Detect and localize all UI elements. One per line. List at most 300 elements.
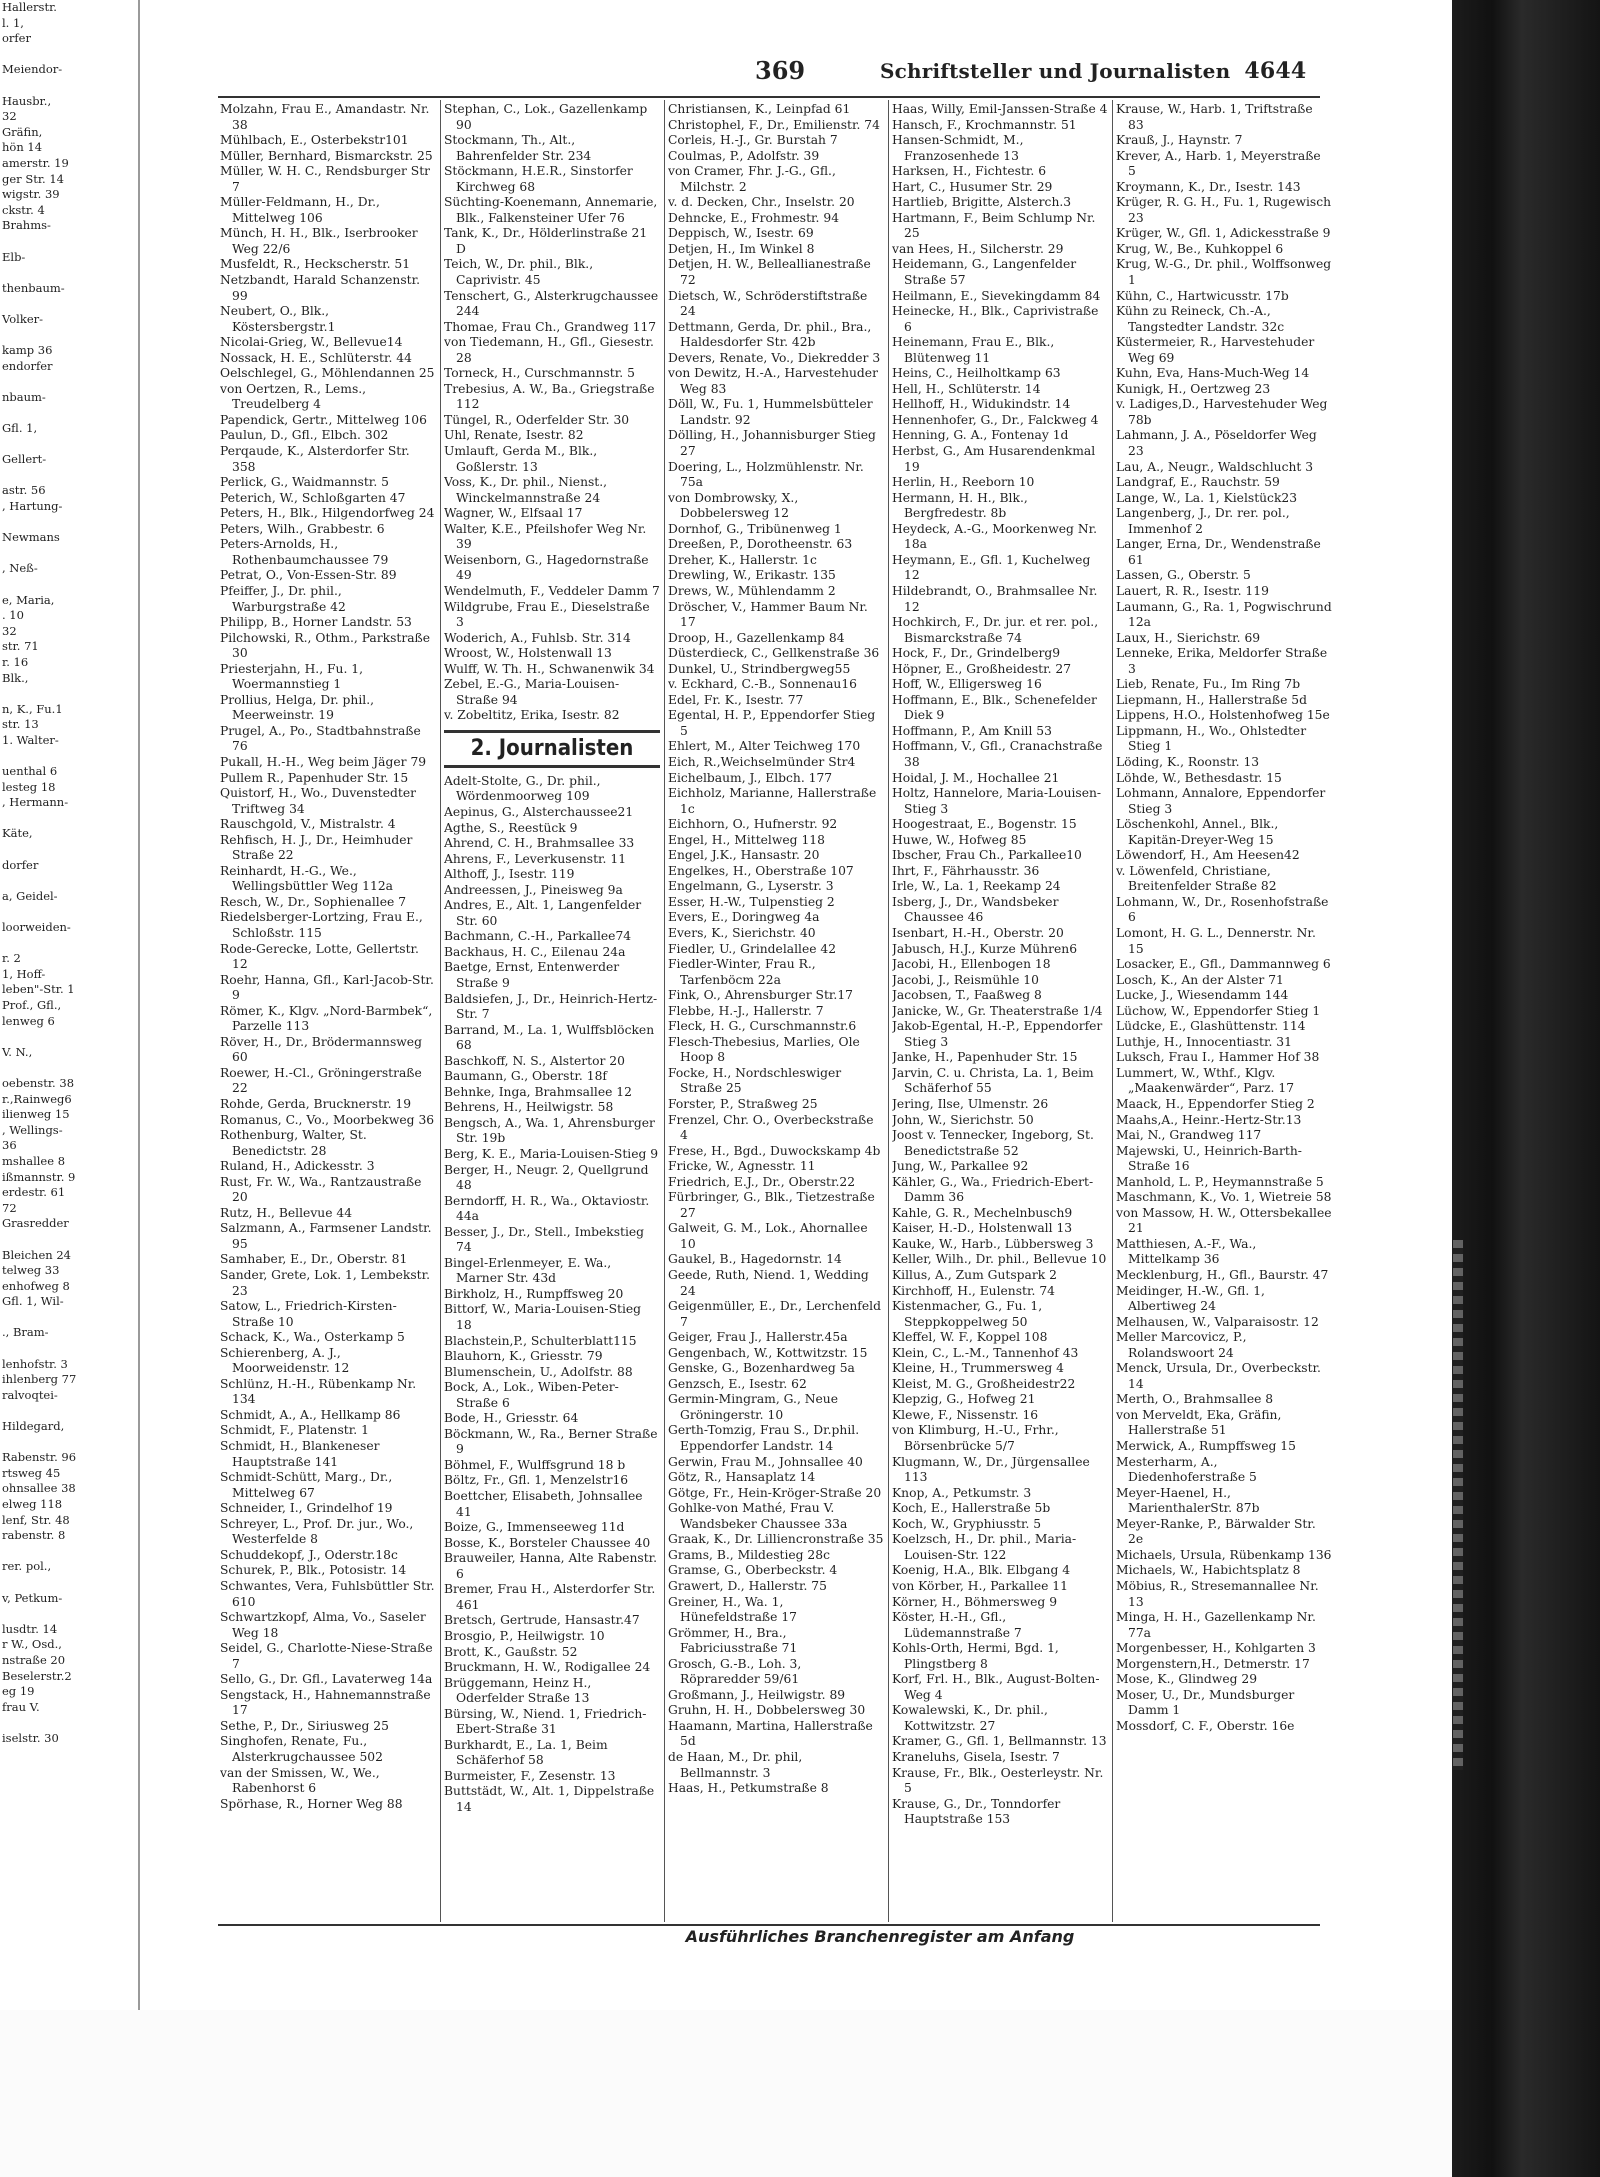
directory-entry: Ruland, H., Adickesstr. 3 xyxy=(220,1159,375,1174)
directory-entry: Bachmann, C.-H., Parkallee74 xyxy=(444,929,632,944)
directory-entry: Klugmann, W., Dr., Jürgensallee 113 xyxy=(892,1454,1090,1485)
directory-entry: Lange, W., La. 1, Kielstück23 xyxy=(1116,490,1298,505)
directory-entry: Geede, Ruth, Niend. 1, Wedding 24 xyxy=(668,1268,869,1298)
directory-entry: Heymann, E., Gfl. 1, Kuchelweg 12 xyxy=(892,552,1091,583)
fragment-line: Gfl. 1, xyxy=(2,421,38,436)
directory-entry: Behnke, Inga, Brahmsallee 12 xyxy=(444,1084,632,1099)
directory-entry: Dunkel, U., Strindbergweg55 xyxy=(668,661,851,676)
directory-entry: Stephan, C., Lok., Gazellenkamp 90 xyxy=(444,102,648,132)
directory-entry: Peters-Arnolds, H., Rothenbaumchaussee 79 xyxy=(220,537,389,567)
fragment-line: Hausbr., xyxy=(2,93,52,108)
directory-entry: Devers, Renate, Vo., Diekredder 3 xyxy=(668,350,881,365)
fragment-line: iselstr. 30 xyxy=(2,1730,59,1745)
directory-entry: Backhaus, H. C., Eilenau 24a xyxy=(444,944,626,959)
directory-entry: Joost v. Tennecker, Ingeborg, St. Benedictstraße 52 xyxy=(892,1128,1094,1158)
directory-entry: Genske, G., Bozenhardweg 5a xyxy=(668,1361,855,1376)
column-divider xyxy=(664,100,665,1922)
directory-entry: Jacobi, H., Ellenbogen 18 xyxy=(892,957,1051,972)
directory-entry: Esser, H.-W., Tulpenstieg 2 xyxy=(668,894,835,909)
directory-entry: Lenneke, Erika, Meldorfer Straße 3 xyxy=(1116,646,1328,676)
directory-entry: Jacobi, J., Reismühle 10 xyxy=(892,972,1039,987)
directory-entry: von Dewitz, H.-A., Harvestehuder Weg 83 xyxy=(668,366,878,396)
directory-entry: Friedrich, E.J., Dr., Oberstr.22 xyxy=(668,1174,856,1189)
directory-entry: Müller, W. H. C., Rendsburger Str 7 xyxy=(220,164,431,194)
directory-entry: Brott, K., Gaußstr. 52 xyxy=(444,1644,578,1659)
directory-entry: Corleis, H.-J., Gr. Burstah 7 xyxy=(668,133,838,148)
directory-entry: von Massow, H. W., Ottersbekallee 21 xyxy=(1116,1205,1332,1236)
footer-note: Ausführliches Branchenregister am Anfang xyxy=(685,1927,1075,1946)
directory-entry: Bremer, Frau H., Alsterdorfer Str. 461 xyxy=(444,1582,656,1612)
fragment-line: lenweg 6 xyxy=(2,1013,55,1028)
fragment-line xyxy=(0,1060,138,1076)
directory-entry: Frese, H., Bgd., Duwockskamp 4b xyxy=(668,1143,881,1158)
fragment-line: endorfer xyxy=(2,358,53,373)
bottom-margin xyxy=(0,2010,1452,2177)
fragment-line xyxy=(0,811,138,827)
directory-entry: Rauschgold, V., Mistralstr. 4 xyxy=(220,817,396,832)
directory-entry: John, W., Sierichstr. 50 xyxy=(892,1112,1034,1127)
directory-entry: Götz, R., Hansaplatz 14 xyxy=(668,1470,816,1485)
directory-entry: Egental, H. P., Eppendorfer Stieg 5 xyxy=(668,708,876,738)
section-heading: 2. Journalisten xyxy=(444,730,660,768)
directory-entry: Matthiesen, A.-F., Wa., Mittelkamp 36 xyxy=(1116,1236,1257,1267)
directory-entry: Paulun, D., Gfl., Elbch. 302 xyxy=(220,428,389,443)
directory-entry: Engelkes, H., Oberstraße 107 xyxy=(668,863,854,878)
fragment-line: kamp 36 xyxy=(2,343,53,358)
column-divider xyxy=(888,100,889,1922)
fragment-line xyxy=(0,546,138,562)
fragment-line: str. 71 xyxy=(2,639,39,654)
fragment-line: ., Bram- xyxy=(2,1325,49,1340)
directory-entry: Haas, H., Petkumstraße 8 xyxy=(668,1781,829,1796)
directory-entry: Meller Marcovicz, P., Rolandswoort 24 xyxy=(1116,1330,1247,1360)
fragment-line xyxy=(0,1606,138,1622)
directory-entry: Krause, Fr., Blk., Oesterleystr. Nr. 5 xyxy=(892,1765,1104,1796)
fragment-line: Blk., xyxy=(2,670,29,685)
directory-entry: Zebel, E.-G., Maria-Louisen-Straße 94 xyxy=(444,677,620,707)
directory-entry: Quistorf, H., Wo., Duvenstedter Triftweg 34 xyxy=(220,786,416,816)
fragment-line: ger Str. 14 xyxy=(2,171,64,186)
directory-entry: Gaukel, B., Hagedornstr. 14 xyxy=(668,1252,842,1267)
directory-entry: Kirchhoff, H., Eulenstr. 74 xyxy=(892,1283,1055,1298)
dark-page-edge xyxy=(1452,0,1600,2177)
directory-entry: Reinhardt, H.-G., We., Wellingsbüttler Weg 112a xyxy=(220,863,393,894)
directory-entry: Böckmann, W., Ra., Berner Straße 9 xyxy=(444,1426,658,1457)
directory-entry: Papendick, Gertr., Mittelweg 106 xyxy=(220,412,427,427)
fragment-line: r. 2 xyxy=(2,951,21,966)
directory-entry: Hildebrandt, O., Brahmsallee Nr. 12 xyxy=(892,583,1098,614)
directory-entry: Hart, C., Husumer Str. 29 xyxy=(892,179,1053,194)
directory-entry: Kuhn, Eva, Hans-Much-Weg 14 xyxy=(1116,366,1310,381)
directory-entry: Bruckmann, H. W., Rodigallee 24 xyxy=(444,1660,651,1675)
directory-entry: Musfeldt, R., Heckscherstr. 51 xyxy=(220,257,411,272)
directory-entry: Nossack, H. E., Schlüterstr. 44 xyxy=(220,350,412,365)
directory-entry: Kleine, H., Trummersweg 4 xyxy=(892,1361,1064,1376)
directory-entry: Dreeßen, P., Dorotheenstr. 63 xyxy=(668,537,853,552)
directory-entry: Krever, A., Harb. 1, Meyerstraße 5 xyxy=(1116,148,1321,179)
directory-entry: Haamann, Martina, Hallerstraße 5d xyxy=(668,1718,873,1749)
fragment-line xyxy=(0,1029,138,1045)
directory-entry: Losacker, E., Gfl., Dammannweg 6 xyxy=(1116,957,1331,972)
directory-entry: Christophel, F., Dr., Emilienstr. 74 xyxy=(668,117,880,132)
directory-entry: Philipp, B., Horner Landstr. 53 xyxy=(220,615,412,630)
directory-entry: Hansen-Schmidt, M., Franzosenhede 13 xyxy=(892,133,1024,163)
directory-column-4 xyxy=(892,102,1108,1922)
directory-entry: Blumenschein, U., Adolfstr. 88 xyxy=(444,1364,633,1379)
directory-entry: Priesterjahn, H., Fu. 1, Woermannstieg 1 xyxy=(220,661,364,692)
directory-entry: Langer, Erna, Dr., Wendenstraße 61 xyxy=(1116,537,1321,567)
directory-entry: Uhl, Renate, Isestr. 82 xyxy=(444,428,584,443)
directory-entry: Schwantes, Vera, Fuhlsbüttler Str. 610 xyxy=(220,1578,435,1609)
directory-entry: Maschmann, K., Vo. 1, Wietreie 58 xyxy=(1116,1190,1332,1205)
fragment-line: Prof., Gfl., xyxy=(2,998,62,1012)
fragment-line: rabenstr. 8 xyxy=(2,1528,66,1543)
directory-entry: Schmidt, H., Blankeneser Hauptstraße 141 xyxy=(220,1439,380,1469)
directory-entry: Herbst, G., Am Husarendenkmal 19 xyxy=(892,444,1096,474)
directory-entry: Römer, K., Klgv. „Nord-Barmbek“, Parzelle 113 xyxy=(220,1003,433,1034)
directory-entry: Röver, H., Dr., Brödermannsweg 60 xyxy=(220,1034,422,1065)
directory-entry: Deppisch, W., Isestr. 69 xyxy=(668,226,814,241)
directory-entry: Satow, L., Friedrich-Kirsten-Straße 10 xyxy=(220,1299,397,1329)
directory-entry: Merth, O., Brahmsallee 8 xyxy=(1116,1392,1274,1407)
directory-entry: Kraneluhs, Gisela, Isestr. 7 xyxy=(892,1749,1060,1764)
fragment-line: Hallerstr. xyxy=(2,0,57,14)
directory-entry: Evers, K., Sierichstr. 40 xyxy=(668,925,816,940)
fragment-line: elweg 118 xyxy=(2,1497,63,1511)
directory-entry: Mai, N., Grandweg 117 xyxy=(1116,1128,1262,1143)
directory-entry: Schmidt-Schütt, Marg., Dr., Mittelweg 67 xyxy=(220,1470,393,1500)
fragment-line: 32 xyxy=(2,109,17,124)
directory-entry: Schack, K., Wa., Osterkamp 5 xyxy=(220,1330,405,1345)
fragment-line: Meiendor- xyxy=(2,62,63,77)
directory-entry: Meidinger, H.-W., Gfl. 1, Albertiweg 24 xyxy=(1116,1283,1265,1314)
fragment-line: ralvoqtei- xyxy=(2,1387,58,1402)
directory-entry: Evers, E., Doringweg 4a xyxy=(668,910,820,925)
fragment-line: erdestr. 61 xyxy=(2,1185,66,1200)
directory-entry: Fleck, H. G., Curschmannstr.6 xyxy=(668,1019,857,1034)
directory-entry: Fürbringer, G., Blk., Tietzestraße 27 xyxy=(668,1190,875,1220)
directory-entry: von Merveldt, Eka, Gräfin, Hallerstraße 51 xyxy=(1116,1407,1282,1438)
directory-entry: Molzahn, Frau E., Amandastr. Nr. 38 xyxy=(220,102,430,132)
fragment-line xyxy=(0,936,138,952)
directory-entry: Düsterdieck, C., Gellkenstraße 36 xyxy=(668,646,880,661)
fragment-line: r W., Osd., xyxy=(2,1637,62,1652)
directory-entry: Salzmann, A., Farmsener Landstr. 95 xyxy=(220,1221,432,1251)
directory-entry: Böhmel, F., Wulffsgrund 18 b xyxy=(444,1457,626,1472)
directory-entry: Lüchow, W., Eppendorfer Stieg 1 xyxy=(1116,1003,1321,1018)
directory-entry: Rohde, Gerda, Brucknerstr. 19 xyxy=(220,1097,412,1111)
directory-entry: Mecklenburg, H., Gfl., Baurstr. 47 xyxy=(1116,1268,1329,1283)
directory-entry: Korf, Frl. H., Blk., August-Bolten-Weg 4 xyxy=(892,1672,1100,1702)
directory-entry: Klein, C., L.-M., Tannenhof 43 xyxy=(892,1345,1079,1360)
fragment-line: , Wellings- xyxy=(2,1122,63,1137)
directory-entry: Galweit, G. M., Lok., Ahornallee 10 xyxy=(668,1221,868,1251)
directory-entry: Weisenborn, G., Hagedornstraße 49 xyxy=(444,552,649,583)
fragment-line xyxy=(0,515,138,531)
fragment-line: eg 19 xyxy=(2,1684,35,1699)
directory-entry: Eichelbaum, J., Elbch. 177 xyxy=(668,770,833,785)
directory-entry: Kahle, G. R., Mechelnbusch9 xyxy=(892,1205,1073,1220)
fragment-line xyxy=(0,904,138,920)
fragment-line: , Hermann- xyxy=(2,795,69,810)
directory-entry: Netzbandt, Harald Schanzenstr. 99 xyxy=(220,273,421,303)
fragment-line: ihlenberg 77 xyxy=(2,1372,77,1387)
fragment-line xyxy=(0,1232,138,1248)
directory-entry: van Hees, H., Silcherstr. 29 xyxy=(892,241,1064,256)
directory-entry: Tüngel, R., Oderfelder Str. 30 xyxy=(444,412,630,427)
directory-entry: Löwendorf, H., Am Heesen42 xyxy=(1116,848,1300,863)
running-head xyxy=(880,58,1306,84)
fragment-line xyxy=(0,405,138,421)
directory-entry: Grams, B., Mildestieg 28c xyxy=(668,1547,830,1562)
directory-column-5 xyxy=(1116,102,1332,1922)
header-rule xyxy=(218,96,1320,98)
directory-entry: Kroymann, K., Dr., Isestr. 143 xyxy=(1116,179,1301,194)
directory-entry: Süchting-Koenemann, Annemarie, Blk., Falkensteiner Ufer 76 xyxy=(444,195,658,225)
fragment-line xyxy=(0,842,138,858)
fragment-line: orfer xyxy=(2,31,31,46)
fragment-line: lenf, Str. 48 xyxy=(2,1512,70,1527)
directory-entry: Bosse, K., Borsteler Chaussee 40 xyxy=(444,1535,651,1550)
directory-entry: Kleffel, W. F., Koppel 108 xyxy=(892,1330,1048,1345)
directory-entry: Kühn, C., Hartwicusstr. 17b xyxy=(1116,288,1289,303)
directory-entry: Minga, H. H., Gazellenkamp Nr. 77a xyxy=(1116,1610,1316,1640)
directory-entry: Dreher, K., Hallerstr. 1c xyxy=(668,552,817,567)
fragment-line xyxy=(0,873,138,889)
directory-entry: Körner, H., Böhmersweg 9 xyxy=(892,1594,1058,1609)
directory-entry: Schlünz, H.-H., Rübenkamp Nr. 134 xyxy=(220,1376,417,1407)
directory-entry: Berndorff, H. R., Wa., Oktaviostr. 44a xyxy=(444,1193,650,1224)
directory-entry: Perlick, G., Waidmannstr. 5 xyxy=(220,475,389,490)
directory-entry: Behrens, H., Heilwigstr. 58 xyxy=(444,1100,614,1115)
directory-entry: Lummert, W., Wthf., Klgv. „Maakenwärder“, Parz. 17 xyxy=(1116,1065,1295,1096)
directory-entry: Resch, W., Dr., Sophienallee 7 xyxy=(220,894,407,909)
directory-entry: Grosch, G.-B., Loh. 3, Röpraredder 59/61 xyxy=(668,1656,802,1687)
directory-entry: Liepmann, H., Hallerstraße 5d xyxy=(1116,692,1307,707)
directory-entry: Laumann, G., Ra. 1, Pogwischrund 12a xyxy=(1116,599,1332,630)
fragment-line: r.,Rainweg6 xyxy=(2,1091,72,1106)
directory-entry: Mossdorf, C. F., Oberstr. 16e xyxy=(1116,1718,1295,1733)
directory-entry: Boize, G., Immenseeweg 11d xyxy=(444,1520,625,1535)
directory-entry: Kohls-Orth, Hermi, Bgd. 1, Plingstberg 8 xyxy=(892,1641,1059,1671)
fragment-line: . 10 xyxy=(2,608,24,623)
fragment-line: rtsweg 45 xyxy=(2,1465,61,1480)
directory-entry: Drewling, W., Erikastr. 135 xyxy=(668,568,836,583)
fragment-line: e, Maria, xyxy=(2,592,55,607)
directory-entry: Sander, Grete, Lok. 1, Lembekstr. 23 xyxy=(220,1268,431,1298)
directory-entry: Müller-Feldmann, H., Dr., Mittelweg 106 xyxy=(220,195,380,225)
directory-entry: Schurek, P., Blk., Potosistr. 14 xyxy=(220,1563,407,1578)
directory-entry: Köster, H.-H., Gfl., Lüdemannstraße 7 xyxy=(892,1610,1022,1640)
directory-entry: Bretsch, Gertrude, Hansastr.47 xyxy=(444,1613,640,1628)
running-head-title: Schriftsteller und Journalisten xyxy=(880,59,1231,83)
directory-entry: Andres, E., Alt. 1, Langenfelder Str. 60 xyxy=(444,898,642,928)
directory-entry: Engel, J.K., Hansastr. 20 xyxy=(668,848,820,863)
directory-entry: Isenbart, H.-H., Oberstr. 20 xyxy=(892,925,1064,940)
fragment-line: astr. 56 xyxy=(2,483,46,498)
directory-entry: Berg, K. E., Maria-Louisen-Stieg 9 xyxy=(444,1147,659,1161)
fragment-line: 72 xyxy=(2,1200,17,1215)
directory-entry: Burmeister, F., Zesenstr. 13 xyxy=(444,1768,616,1783)
directory-entry: Baschkoff, N. S., Alstertor 20 xyxy=(444,1053,625,1068)
fragment-line: uenthal 6 xyxy=(2,764,58,779)
directory-entry: Neubert, O., Blk., Köstersbergstr.1 xyxy=(220,304,336,334)
directory-entry: Hell, H., Schlüterstr. 14 xyxy=(892,381,1041,396)
directory-column-2 xyxy=(444,102,660,1922)
directory-entry: Löschenkohl, Annel., Blk., Kapitän-Dreyer-Weg 15 xyxy=(1116,817,1279,847)
directory-entry: Blachstein,P., Schulterblatt115 xyxy=(444,1333,637,1348)
directory-entry: Kunigk, H., Oertzweg 23 xyxy=(1116,381,1271,396)
fragment-line xyxy=(0,686,138,702)
directory-entry: Krug, W., Be., Kuhkoppel 6 xyxy=(1116,241,1284,256)
fragment-line: enhofweg 8 xyxy=(2,1278,70,1293)
directory-entry: Bode, H., Griesstr. 64 xyxy=(444,1411,579,1426)
fragment-line: leben"-Str. 1 xyxy=(2,982,75,997)
directory-entry: Mesterharm, A., Diedenhoferstraße 5 xyxy=(1116,1454,1257,1485)
directory-entry: Baetge, Ernst, Entenwerder Straße 9 xyxy=(444,960,620,990)
directory-entry: Jabusch, H.J., Kurze Mühren6 xyxy=(892,941,1078,956)
directory-entry: Holtz, Hannelore, Maria-Louisen-Stieg 3 xyxy=(892,786,1102,816)
fragment-line: 1, Hoff- xyxy=(2,966,46,981)
directory-entry: Krauß, J., Haynstr. 7 xyxy=(1116,133,1243,148)
directory-entry: Luksch, Frau I., Hammer Hof 38 xyxy=(1116,1050,1320,1065)
directory-entry: Jung, W., Parkallee 92 xyxy=(892,1159,1029,1174)
directory-entry: Wendelmuth, F., Veddeler Damm 7 xyxy=(444,583,660,598)
directory-entry: Lahmann, J. A., Pöseldorfer Weg 23 xyxy=(1116,428,1317,459)
directory-entry: Hellhoff, H., Widukindstr. 14 xyxy=(892,397,1071,412)
directory-entry: Germin-Mingram, G., Neue Gröningerstr. 10 xyxy=(668,1392,838,1422)
directory-entry: Heins, C., Heilholtkamp 63 xyxy=(892,366,1061,381)
directory-entry: Focke, H., Nordschleswiger Straße 25 xyxy=(668,1065,842,1096)
directory-entry: Burkhardt, E., La. 1, Beim Schäferhof 58 xyxy=(444,1737,608,1768)
directory-entry: Hoogestraat, E., Bogenstr. 15 xyxy=(892,817,1077,832)
directory-entry: Schuddekopf, J., Oderstr.18c xyxy=(220,1547,398,1562)
column-divider xyxy=(1112,100,1113,1922)
directory-entry: Gengenbach, W., Kottwitzstr. 15 xyxy=(668,1345,868,1360)
directory-entry: Herlin, H., Reeborn 10 xyxy=(892,475,1035,490)
directory-entry: Schneider, I., Grindelhof 19 xyxy=(220,1501,393,1516)
fragment-line xyxy=(0,468,138,484)
directory-entry: Janke, H., Papenhuder Str. 15 xyxy=(892,1050,1078,1065)
fragment-line xyxy=(0,577,138,593)
directory-entry: Koenig, H.A., Blk. Elbgang 4 xyxy=(892,1563,1071,1578)
directory-entry: Ibscher, Frau Ch., Parkallee10 xyxy=(892,848,1082,863)
fragment-line xyxy=(0,296,138,312)
directory-entry: Jering, Ilse, Ulmenstr. 26 xyxy=(892,1097,1049,1111)
directory-entry: Döll, W., Fu. 1, Hummelsbütteler Landstr. 92 xyxy=(668,397,873,427)
directory-entry: v. Löwenfeld, Christiane, Breitenfelder Straße 82 xyxy=(1116,863,1277,894)
directory-entry: Geigenmüller, E., Dr., Lerchenfeld 7 xyxy=(668,1299,881,1329)
directory-entry: Lieb, Renate, Fu., Im Ring 7b xyxy=(1116,677,1301,692)
fragment-line: Newmans xyxy=(2,530,60,545)
directory-entry: Romanus, C., Vo., Moorbekweg 36 xyxy=(220,1112,435,1127)
fragment-line xyxy=(0,1715,138,1731)
fragment-line xyxy=(0,265,138,281)
directory-entry: Rehfisch, H. J., Dr., Heimhuder Straße 22 xyxy=(220,832,413,863)
directory-entry: Wildgrube, Frau E., Dieselstraße 3 xyxy=(444,599,650,630)
fragment-line: Gellert- xyxy=(2,452,47,467)
column-divider xyxy=(440,100,441,1922)
fragment-line xyxy=(0,1310,138,1326)
fragment-line: lusdtr. 14 xyxy=(2,1621,58,1636)
directory-entry: Aepinus, G., Alsterchaussee21 xyxy=(444,804,634,819)
directory-entry: Mühlbach, E., Osterbekstr101 xyxy=(220,133,409,148)
directory-entry: Pfeiffer, J., Dr. phil., Warburgstraße 42 xyxy=(220,583,346,614)
directory-entry: Rothenburg, Walter, St. Benedictstr. 28 xyxy=(220,1128,367,1158)
fragment-line: 32 xyxy=(2,623,17,638)
directory-entry: Manhold, L. P., Heymannstraße 5 xyxy=(1116,1174,1324,1189)
directory-entry: Michaels, W., Habichtsplatz 8 xyxy=(1116,1563,1301,1578)
directory-entry: Krüger, R. G. H., Fu. 1, Rugewisch 23 xyxy=(1116,195,1332,225)
directory-entry: Ehlert, M., Alter Teichweg 170 xyxy=(668,739,861,754)
directory-entry: Gerwin, Frau M., Johnsallee 40 xyxy=(668,1454,863,1469)
fragment-line xyxy=(0,1341,138,1357)
directory-entry: Prugel, A., Po., Stadtbahnstraße 76 xyxy=(220,723,421,754)
directory-entry: Edel, Fr. K., Isestr. 77 xyxy=(668,692,804,707)
fragment-line: Gfl. 1, Wil- xyxy=(2,1294,64,1309)
directory-entry: Böltz, Fr., Gfl. 1, Menzelstr16 xyxy=(444,1473,629,1488)
directory-entry: Heydeck, A.-G., Moorkenweg Nr. 18a xyxy=(892,521,1098,552)
directory-entry: Hennenhofer, G., Dr., Falckweg 4 xyxy=(892,412,1099,427)
fragment-line xyxy=(0,1544,138,1560)
directory-entry: Dornhof, G., Tribünenweg 1 xyxy=(668,521,842,536)
directory-entry: Rust, Fr. W., Wa., Rantzaustraße 20 xyxy=(220,1174,422,1205)
directory-entry: Hartlieb, Brigitte, Alsterch.3 xyxy=(892,195,1072,210)
directory-entry: Walter, K.E., Pfeilshofer Weg Nr. 39 xyxy=(444,521,647,552)
fragment-line xyxy=(0,1575,138,1591)
directory-entry: Nicolai-Grieg, W., Bellevue14 xyxy=(220,335,403,350)
directory-entry: Pilchowski, R., Othm., Parkstraße 30 xyxy=(220,630,431,661)
directory-entry: v. Eckhard, C.-B., Sonnenau16 xyxy=(668,677,857,692)
directory-entry: Eichholz, Marianne, Hallerstraße 1c xyxy=(668,786,877,816)
directory-entry: Gruhn, H. H., Dobbelersweg 30 xyxy=(668,1703,866,1718)
directory-entry: Althoff, J., Isestr. 119 xyxy=(444,867,575,882)
directory-entry: Lohmann, W., Dr., Rosenhofstraße 6 xyxy=(1116,894,1329,925)
directory-entry: Stöckmann, H.E.R., Sinstorfer Kirchweg 68 xyxy=(444,164,633,194)
directory-entry: Bengsch, A., Wa. 1, Ahrensburger Str. 19b xyxy=(444,1115,655,1146)
directory-entry: Küstermeier, R., Harvestehuder Weg 69 xyxy=(1116,335,1315,365)
fragment-line: a, Geidel- xyxy=(2,888,58,903)
fragment-line: wigstr. 39 xyxy=(2,187,60,202)
directory-entry: Andreessen, J., Pineisweg 9a xyxy=(444,882,623,897)
fragment-line xyxy=(0,437,138,453)
directory-entry: Melhausen, W., Valparaisostr. 12 xyxy=(1116,1314,1319,1329)
footer-rule xyxy=(218,1924,1320,1926)
directory-entry: Janicke, W., Gr. Theaterstraße 1/4 xyxy=(892,1003,1103,1018)
directory-entry: Hock, F., Dr., Grindelberg9 xyxy=(892,646,1061,661)
directory-entry: Lüdcke, E., Glashüttenstr. 114 xyxy=(1116,1019,1306,1034)
directory-entry: Schwartzkopf, Alma, Vo., Saseler Weg 18 xyxy=(220,1610,426,1640)
directory-entry: Buttstädt, W., Alt. 1, Dippelstraße 14 xyxy=(444,1784,655,1814)
fragment-line: ißmannstr. 9 xyxy=(2,1169,76,1184)
directory-entry: van der Smissen, W., We., Rabenhorst 6 xyxy=(220,1765,380,1796)
directory-entry: Ihrt, F., Fährhausstr. 36 xyxy=(892,863,1040,878)
directory-entry: Löding, K., Roonstr. 13 xyxy=(1116,754,1260,769)
directory-entry: Heilmann, E., Sievekingdamm 84 xyxy=(892,288,1101,303)
directory-entry: v. Ladiges,D., Harvestehuder Weg 78b xyxy=(1116,397,1328,427)
directory-entry: Irle, W., La. 1, Reekamp 24 xyxy=(892,879,1061,894)
directory-entry: Kowalewski, K., Dr. phil., Kottwitzstr. 27 xyxy=(892,1703,1048,1733)
directory-entry: Greiner, H., Wa. 1, Hünefeldstraße 17 xyxy=(668,1594,797,1625)
directory-entry: Keller, Wilh., Dr. phil., Bellevue 10 xyxy=(892,1252,1107,1267)
directory-entry: v. d. Decken, Chr., Inselstr. 20 xyxy=(668,195,855,210)
directory-entry: Majewski, U., Heinrich-Barth-Straße 16 xyxy=(1116,1143,1302,1174)
directory-entry: Krüger, W., Gfl. 1, Adickesstraße 9 xyxy=(1116,226,1331,241)
directory-entry: Doering, L., Holzmühlenstr. Nr. 75a xyxy=(668,459,864,490)
directory-entry: Umlauft, Gerda M., Blk., Goßlerstr. 13 xyxy=(444,444,598,474)
directory-entry: Detjen, H. W., Belleallianestraße 72 xyxy=(668,257,871,288)
directory-entry: Gramse, G., Oberbeckstr. 4 xyxy=(668,1563,838,1578)
